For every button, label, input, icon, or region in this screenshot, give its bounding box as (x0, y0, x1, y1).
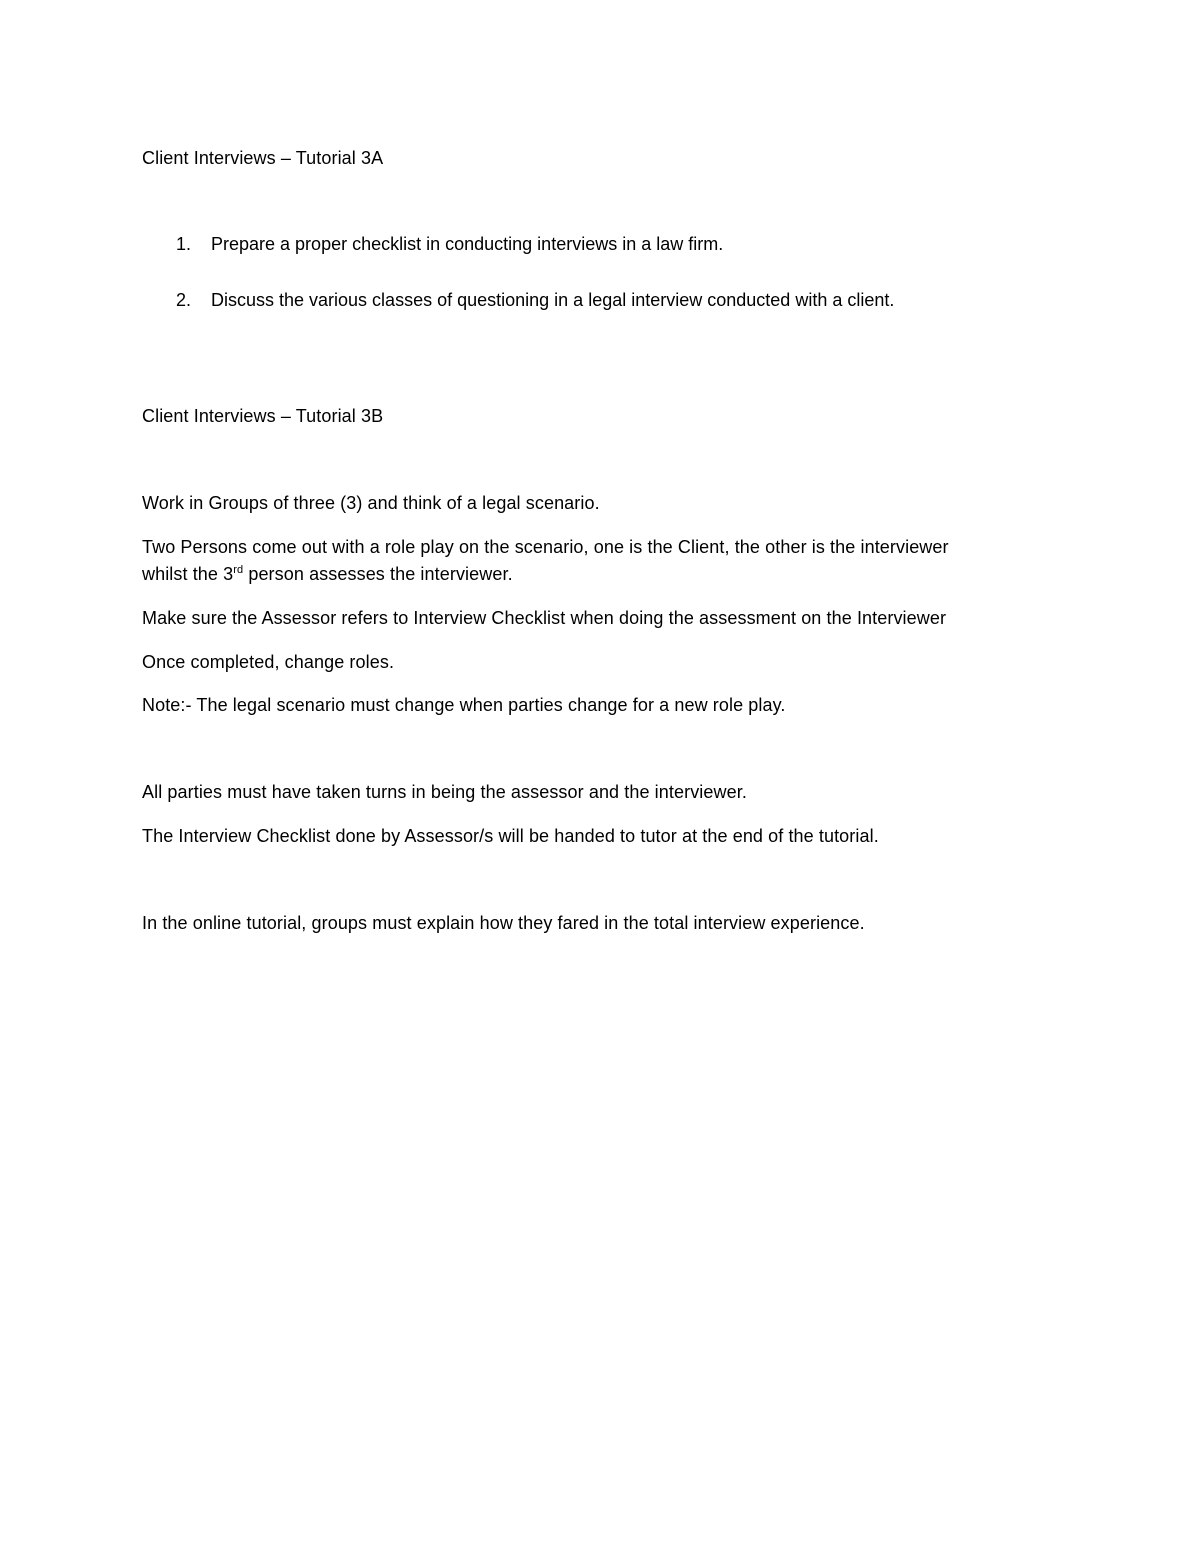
list-item-1-text: Prepare a proper checklist in conducting interviews in a law firm. (211, 234, 724, 254)
paragraph-groups: Work in Groups of three (3) and think of a legal scenario. (142, 493, 600, 513)
paragraph-change-roles: Once completed, change roles. (142, 652, 395, 672)
list-item-2-number: 2. (176, 290, 192, 310)
roleplay-line2-suffix: person assesses the interviewer. (243, 564, 513, 584)
paragraph-roleplay-line1: Two Persons come out with a role play on the scenario, one is the Client, the other is the interviewer (142, 537, 949, 557)
list-item-1-number: 1. (176, 234, 192, 254)
paragraph-online: In the online tutorial, groups must explain how they fared in the total interview experience. (142, 913, 865, 933)
paragraph-assessor: Make sure the Assessor refers to Interview Checklist when doing the assessment on the Interviewer (142, 608, 947, 628)
section-b-heading: Client Interviews – Tutorial 3B (142, 406, 384, 426)
ordinal-superscript: rd (233, 564, 244, 576)
section-a-heading: Client Interviews – Tutorial 3A (142, 148, 384, 168)
paragraph-note: Note:- The legal scenario must change when parties change for a new role play. (142, 695, 786, 715)
roleplay-line2-prefix: whilst the 3 (142, 564, 234, 584)
paragraph-roleplay-line2 (142, 563, 513, 585)
paragraph-turns: All parties must have taken turns in being the assessor and the interviewer. (142, 782, 747, 802)
list-item-2-text: Discuss the various classes of questioning in a legal interview conducted with a client. (211, 290, 895, 310)
paragraph-handed: The Interview Checklist done by Assessor/s will be handed to tutor at the end of the tutorial. (142, 826, 879, 846)
